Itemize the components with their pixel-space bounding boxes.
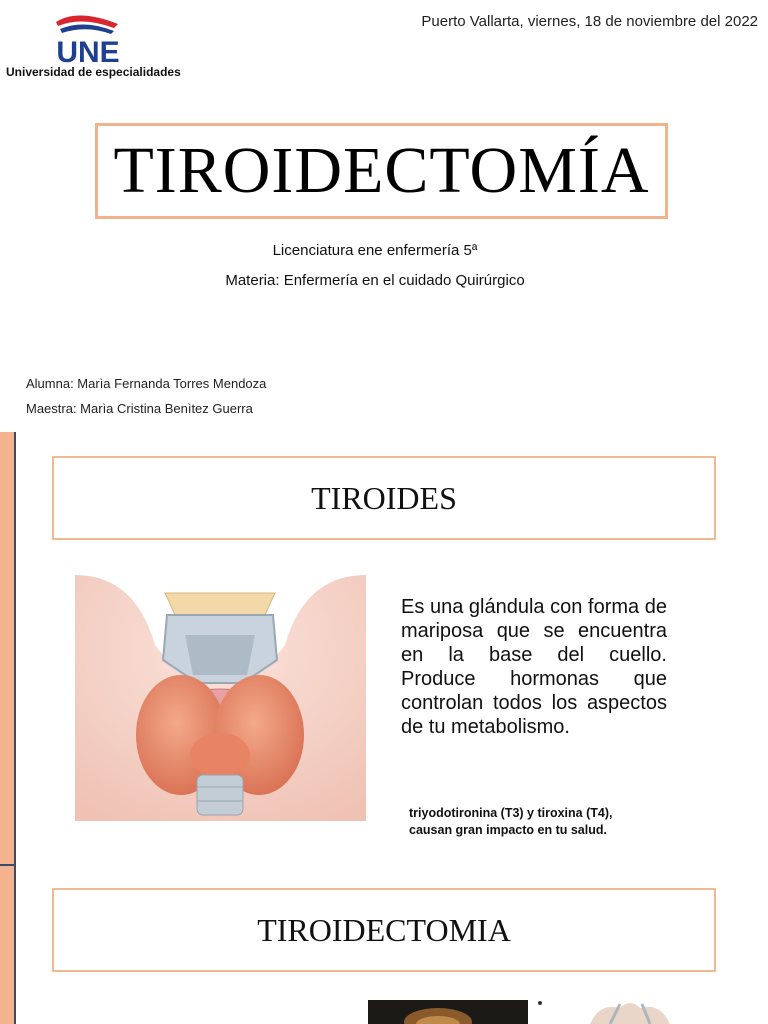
une-logo (48, 10, 128, 66)
side-decoration-divider (0, 864, 16, 866)
bullet-dot (538, 1001, 542, 1005)
hormones-note (409, 805, 669, 839)
document-date: Puerto Vallarta, viernes, 18 de noviembre del 2022 (421, 13, 758, 30)
logo-subtitle: Universidad de especialidades (6, 65, 181, 79)
thyroid-anatomy-image (75, 575, 366, 821)
degree-line: Licenciatura ene enfermería 5ª (272, 242, 478, 259)
document-title: TIROIDECTOMÍA (113, 134, 650, 207)
section-heading-tiroidectomia: TIROIDECTOMIA (52, 888, 716, 972)
section-heading-tiroides: TIROIDES (52, 456, 716, 540)
logo-text: UNE (56, 36, 120, 66)
hormones-note-line: causan gran impacto en tu salud. (409, 823, 607, 837)
title-box (95, 123, 668, 219)
teacher-name: Maestra: Marìa Cristina Benìtez Guerra (26, 401, 253, 416)
surgery-illustration (560, 998, 700, 1024)
thyroid-description: Es una glándula con forma de mariposa que se encuentra en la base del cuello. Produce hormonas que controlan todos los aspectos de tu metabolismo. (401, 596, 667, 738)
subject-line: Materia: Enfermería en el cuidado Quirúrgico (225, 272, 525, 289)
surgery-photo (368, 1000, 528, 1024)
side-decoration-strip (0, 432, 16, 1024)
hormones-note-line: triyodotironina (T3) y tiroxina (T4), (409, 806, 613, 820)
student-name: Alumna: Marìa Fernanda Torres Mendoza (26, 376, 267, 391)
